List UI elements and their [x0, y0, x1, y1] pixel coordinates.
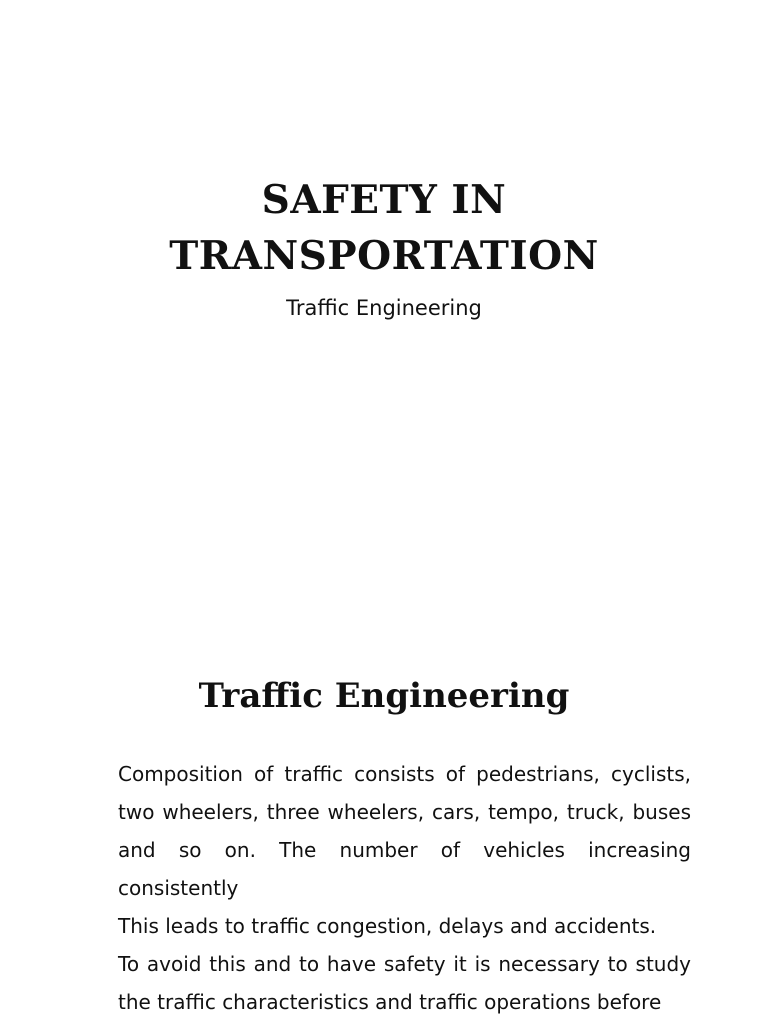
body-paragraph-congestion: This leads to traffic congestion, delays and accidents. — [118, 914, 657, 938]
content-slide-title: Traffic Engineering — [198, 676, 570, 716]
slide-subtitle: Traffic Engineering — [286, 296, 482, 320]
content-slide-body — [118, 755, 691, 1021]
slide-title-line-1: SAFETY IN — [261, 177, 507, 223]
slide-title-line-2: TRANSPORTATION — [169, 233, 599, 279]
slide-title — [0, 172, 768, 284]
body-paragraph-composition: Composition of traffic consists of pedestrians, cyclists, two wheelers, three wheelers, cars, tempo, truck, buses and so on. The number of vehicles increasing consistently — [118, 762, 691, 900]
content-slide — [0, 640, 768, 1024]
body-paragraph-safety: To avoid this and to have safety it is necessary to study the traffic characteristics and traffic operations before — [118, 952, 691, 1014]
